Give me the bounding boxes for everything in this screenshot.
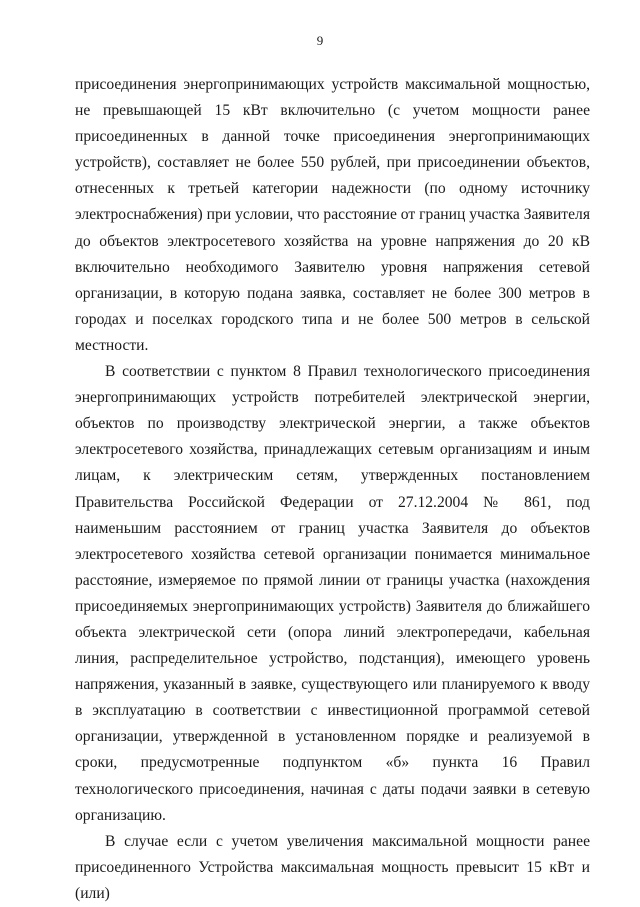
paragraph-1: присоединения энергопринимающих устройств максимальной мощностью, не превышающей 15 кВт включительно (с учетом мощности ранее присоединенных в данной точке присоединения энергопринимающих устройств), составляет не более 550 рублей, при присоединении объектов, отнесенных к третьей категории надежности (по одному источнику электроснабжения) при условии, что расстояние от границ участка Заявителя до объектов электросетевого хозяйства на уровне напряжения до 20 кВ включительно необходимого Заявителю уровня напряжения сетевой организации, в которую подана заявка, составляет не более 300 метров в городах и поселках городского типа и не более 500 метров в сельской местности.: [75, 76, 590, 354]
document-body: [75, 72, 590, 907]
paragraph-3: В случае если с учетом увеличения максимальной мощности ранее присоединенного Устройства максимальная мощность превысит 15 кВт и (или): [75, 832, 590, 902]
page-number: 9: [316, 33, 324, 48]
paragraph-2: В соответствии с пунктом 8 Правил технологического присоединения энергопринимающих устройств потребителей электрической энергии, объектов по производству электрической энергии, а также объектов электросетевого хозяйства, принадлежащих сетевым организациям и иным лицам, к электрическим сетям, утвержденных постановлением Правительства Российской Федерации от 27.12.2004 № 861, под наименьшим расстоянием от границ участка Заявителя до объектов электросетевого хозяйства сетевой организации понимается минимальное расстояние, измеряемое по прямой линии от границы участка (нахождения присоединяемых энергопринимающих устройств) Заявителя до ближайшего объекта электрической сети (опора линий электропередачи, кабельная линия, распределительное устройство, подстанция), имеющего уровень напряжения, указанный в заявке, существующего или планируемого к вводу в эксплуатацию в соответствии с инвестиционной программой сетевой организации, утвержденной в установленном порядке и реализуемой в сроки, предусмотренные подпунктом «б» пункта 16 Правил технологического присоединения, начиная с даты подачи заявки в сетевую организацию.: [75, 363, 590, 824]
